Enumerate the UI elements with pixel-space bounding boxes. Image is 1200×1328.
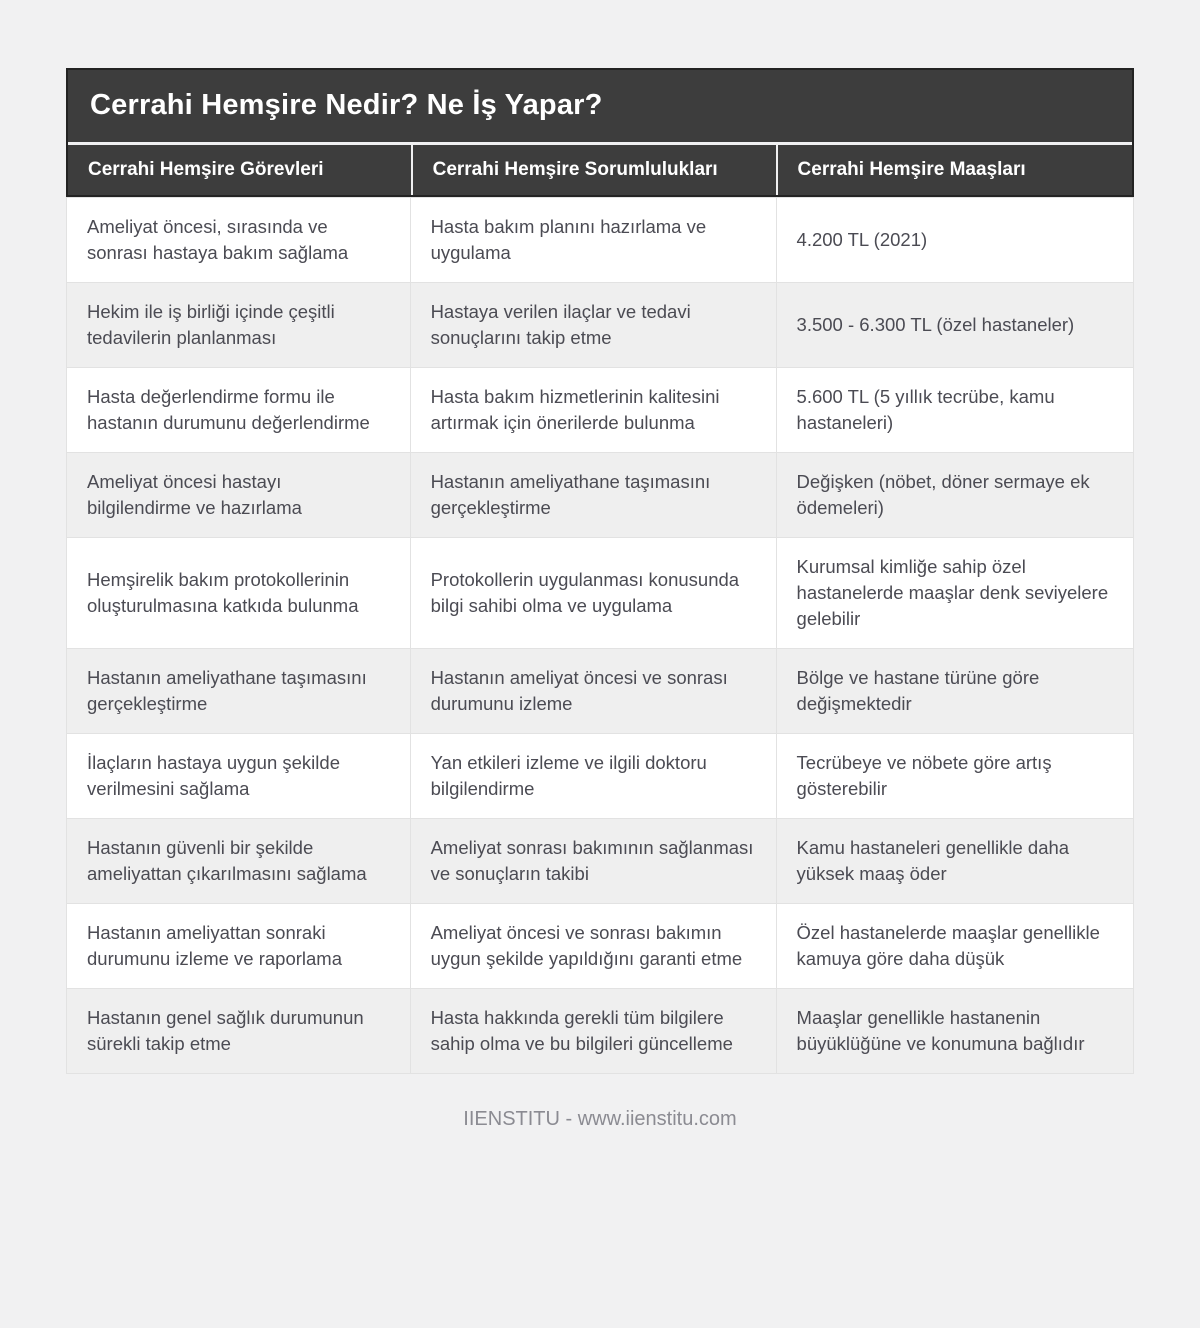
table-cell: Hasta değerlendirme formu ile hastanın durumunu değerlendirme bbox=[67, 368, 411, 453]
table-cell: Hasta bakım planını hazırlama ve uygulama bbox=[410, 198, 776, 283]
column-header-salaries: Cerrahi Hemşire Maaşları bbox=[776, 145, 1132, 196]
page-title: Cerrahi Hemşire Nedir? Ne İş Yapar? bbox=[68, 70, 1132, 142]
column-header-responsibilities: Cerrahi Hemşire Sorumlulukları bbox=[411, 145, 776, 196]
table-row bbox=[67, 734, 1134, 819]
table-row bbox=[67, 904, 1134, 989]
table-cell: Ameliyat öncesi ve sonrası bakımın uygun şekilde yapıldığını garanti etme bbox=[410, 904, 776, 989]
column-header-duties: Cerrahi Hemşire Görevleri bbox=[88, 158, 324, 180]
table-row bbox=[67, 198, 1134, 283]
data-table-body bbox=[67, 198, 1134, 1074]
table-row bbox=[67, 649, 1134, 734]
table-cell: Ameliyat öncesi hastayı bilgilendirme ve hazırlama bbox=[67, 453, 411, 538]
table-cell: Özel hastanelerde maaşlar genellikle kamuya göre daha düşük bbox=[776, 904, 1133, 989]
table-cell: Ameliyat öncesi, sırasında ve sonrası hastaya bakım sağlama bbox=[67, 198, 411, 283]
table-header-panel bbox=[66, 68, 1134, 197]
table-cell: Hastanın ameliyat öncesi ve sonrası durumunu izleme bbox=[410, 649, 776, 734]
table-cell: Değişken (nöbet, döner sermaye ek ödemeleri) bbox=[776, 453, 1133, 538]
table-cell: İlaçların hastaya uygun şekilde verilmesini sağlama bbox=[67, 734, 411, 819]
table-cell: 4.200 TL (2021) bbox=[776, 198, 1133, 283]
table-cell: Hastanın güvenli bir şekilde ameliyattan çıkarılmasını sağlama bbox=[67, 819, 411, 904]
table-cell: 5.600 TL (5 yıllık tecrübe, kamu hastaneleri) bbox=[776, 368, 1133, 453]
data-table bbox=[66, 197, 1134, 1074]
table-cell: Tecrübeye ve nöbete göre artış gösterebilir bbox=[776, 734, 1133, 819]
table-row bbox=[67, 989, 1134, 1074]
table-cell: Hasta bakım hizmetlerinin kalitesini artırmak için önerilerde bulunma bbox=[410, 368, 776, 453]
table-cell: Hastaya verilen ilaçlar ve tedavi sonuçlarını takip etme bbox=[410, 283, 776, 368]
table-cell: Protokollerin uygulanması konusunda bilgi sahibi olma ve uygulama bbox=[410, 538, 776, 649]
table-row bbox=[67, 819, 1134, 904]
table-row bbox=[67, 283, 1134, 368]
table-row bbox=[67, 538, 1134, 649]
table-cell: 3.500 - 6.300 TL (özel hastaneler) bbox=[776, 283, 1133, 368]
table-cell: Bölge ve hastane türüne göre değişmektedir bbox=[776, 649, 1133, 734]
table-cell: Hekim ile iş birliği içinde çeşitli tedavilerin planlanması bbox=[67, 283, 411, 368]
table-cell: Hastanın ameliyattan sonraki durumunu izleme ve raporlama bbox=[67, 904, 411, 989]
table-cell: Ameliyat sonrası bakımının sağlanması ve sonuçların takibi bbox=[410, 819, 776, 904]
table-cell: Kurumsal kimliğe sahip özel hastanelerde maaşlar denk seviyelere gelebilir bbox=[776, 538, 1133, 649]
table-cell: Hastanın ameliyathane taşımasını gerçekleştirme bbox=[410, 453, 776, 538]
table-cell: Yan etkileri izleme ve ilgili doktoru bilgilendirme bbox=[410, 734, 776, 819]
table-header-row bbox=[68, 145, 1132, 196]
table-row bbox=[67, 368, 1134, 453]
table-cell: Hemşirelik bakım protokollerinin oluşturulmasına katkıda bulunma bbox=[67, 538, 411, 649]
table-cell: Hastanın genel sağlık durumunun sürekli takip etme bbox=[67, 989, 411, 1074]
table-cell: Maaşlar genellikle hastanenin büyüklüğüne ve konumuna bağlıdır bbox=[776, 989, 1133, 1074]
footer-caption: IIENSTITU - www.iienstitu.com bbox=[463, 1108, 737, 1131]
table-cell: Hastanın ameliyathane taşımasını gerçekleştirme bbox=[67, 649, 411, 734]
table-cell: Kamu hastaneleri genellikle daha yüksek maaş öder bbox=[776, 819, 1133, 904]
table-row bbox=[67, 453, 1134, 538]
table-cell: Hasta hakkında gerekli tüm bilgilere sahip olma ve bu bilgileri güncelleme bbox=[410, 989, 776, 1074]
